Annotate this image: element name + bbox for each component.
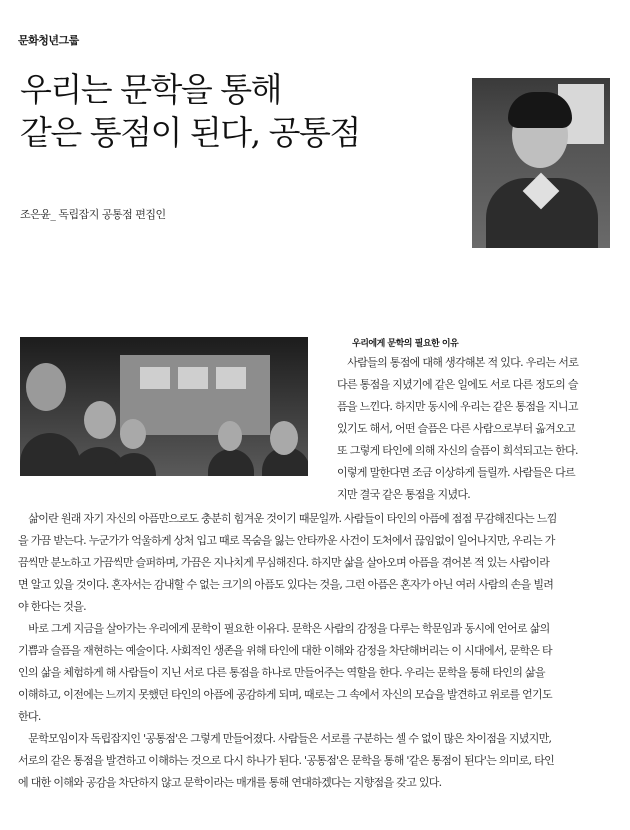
body-text	[18, 508, 614, 794]
text-line: 을 가끔 받는다. 누군가가 억울하게 상처 입고 때로 목숨을 잃는 안타까운 사건이 도처에서 끊임없이 일어나지만, 우리는 가	[18, 534, 555, 547]
title-line: 우리는 문학을 통해	[20, 70, 282, 109]
text-line: 바로 그게 지금을 살아가는 우리에게 문학이 필요한 이유다. 문학은 사람의 감정을 다루는 학문임과 동시에 언어로 삶의	[18, 622, 550, 635]
text-line: 서로의 같은 통점을 발견하고 이해하는 것으로 다시 하나가 된다. '공통점'은 문학을 통해 '같은 통점이 된다'는 의미로, 타인	[18, 754, 555, 767]
author-byline: 조은윤_ 독립잡지 공통점 편집인	[20, 208, 166, 221]
article-title	[20, 68, 450, 154]
author-portrait-photo	[472, 78, 610, 248]
text-line: 에 대한 이해와 공감을 차단하지 않고 문학이라는 매개를 통해 연대하겠다는 지향점을 갖고 있다.	[18, 776, 442, 789]
text-line: 삶이란 원래 자기 자신의 아픔만으로도 충분히 힘겨운 것이기 때문일까. 사람들이 타인의 아픔에 점점 무감해진다는 느낌	[18, 512, 557, 525]
text-line: 한다.	[18, 710, 41, 723]
text-line: 이렇게 말한다면 조금 이상하게 들릴까. 사람들은 다르	[337, 466, 575, 479]
text-line: 인의 삶을 체험하게 해 사람들이 지닌 서로 다른 통점을 하나로 만들어주는 역할을 한다. 우리는 문학을 통해 타인의 삶을	[18, 666, 545, 679]
text-line: 사람들의 통점에 대해 생각해본 적 있다. 우리는 서로	[337, 356, 579, 369]
text-line: 기쁨과 슬픔을 재현하는 예술이다. 사회적인 생존을 위해 타인에 대한 이해와 감정을 차단해버리는 이 시대에서, 문학은 타	[18, 644, 552, 657]
text-line: 픔을 느낀다. 하지만 동시에 우리는 같은 통점을 지니고	[337, 400, 578, 413]
text-line: 이해하고, 이전에는 느끼지 못했던 타인의 아픔에 공감하게 되며, 때로는 그 속에서 자신의 모습을 발견하고 위로를 얻기도	[18, 688, 552, 701]
text-line: 또 그렇게 타인에 의해 자신의 슬픔이 희석되고는 한다.	[337, 444, 578, 457]
text-line: 야 한다는 것을.	[18, 600, 86, 613]
text-line: 다른 통점을 지녔기에 같은 일에도 서로 다른 정도의 슬	[337, 378, 578, 391]
text-line: 문학모임이자 독립잡지인 '공통점'은 그렇게 만들어졌다. 사람들은 서로를 구분하는 셀 수 없이 많은 차이점을 지녔지만,	[18, 732, 552, 745]
section-subhead: 우리에게 문학의 필요한 이유	[352, 339, 459, 349]
section-label: 문화청년그룹	[18, 34, 79, 47]
title-line: 같은 통점이 된다, 공통점	[20, 113, 360, 152]
text-line: 지만 결국 같은 통점을 지녔다.	[337, 488, 471, 501]
text-line: 끔씩만 분노하고 가끔씩만 슬퍼하며, 가끔은 지나치게 무심해진다. 하지만 삶을 살아오며 아픔을 겪어본 적 있는 사람이라	[18, 556, 550, 569]
text-line: 면 알고 있을 것이다. 혼자서는 감내할 수 없는 크기의 아픔도 있다는 것을, 그런 아픔은 혼자가 아닌 여러 사람의 손을 빌려	[18, 578, 554, 591]
group-photo	[20, 337, 308, 476]
text-line: 있기도 해서, 어떤 슬픔은 다른 사람으로부터 옮겨오고	[337, 422, 575, 435]
side-column-text	[337, 352, 613, 506]
